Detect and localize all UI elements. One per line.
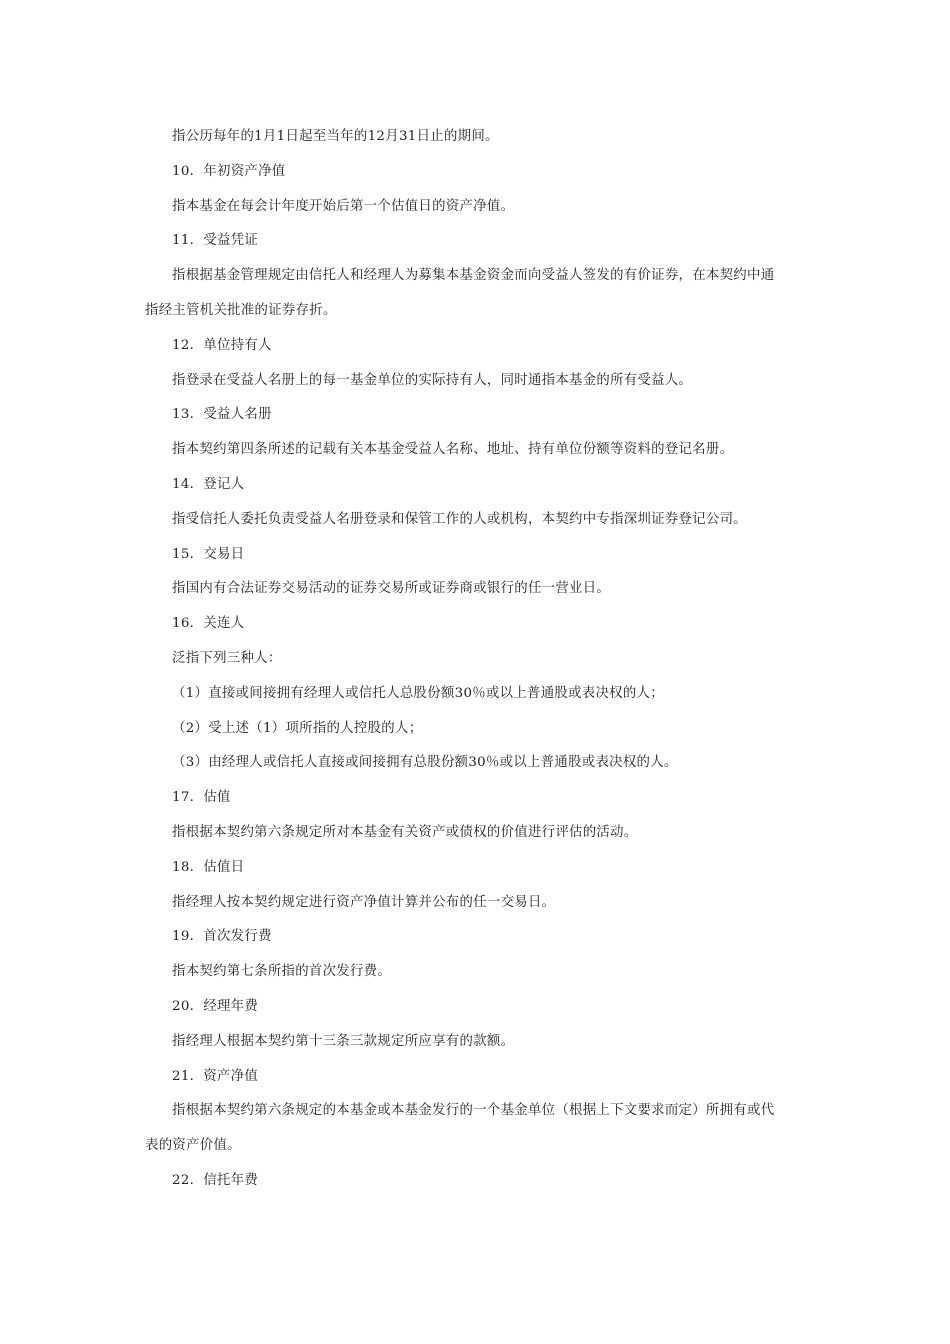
paragraph-line: 指根据本契约第六条规定的本基金或本基金发行的一个基金单位（根据上下文要求而定）所拥有或代: [172, 1103, 775, 1119]
section-heading: 21．资产净值: [172, 1068, 259, 1084]
section-heading: 10．年初资产净值: [172, 163, 286, 179]
section-heading: 13．受益人名册: [172, 407, 272, 423]
paragraph-line: 指本契约第四条所述的记载有关本基金受益人名称、地址、持有单位份额等资料的登记名册。: [172, 442, 734, 458]
section-heading: 14．登记人: [172, 476, 245, 492]
paragraph-line: 泛指下列三种人：: [172, 650, 282, 666]
paragraph-line: 指受信托人委托负责受益人名册登录和保管工作的人或机构，本契约中专指深圳证券登记公司。: [172, 511, 748, 527]
paragraph-continuation: 表的资产价值。: [145, 1138, 241, 1154]
paragraph-line: 指根据基金管理规定由信托人和经理人为募集本基金资金而向受益人签发的有价证券，在本契约中通: [172, 268, 775, 284]
paragraph-continuation: 指经主管机关批准的证券存折。: [145, 302, 337, 318]
paragraph-line: 指公历每年的1月1日起至当年的12月31日止的期间。: [172, 129, 499, 144]
section-heading: 11．受益凭证: [172, 233, 259, 249]
list-item: （3）由经理人或信托人直接或间接拥有总股份额30％或以上普通股或表决权的人。: [172, 755, 678, 771]
paragraph-line: 指国内有合法证券交易活动的证券交易所或证券商或银行的任一营业日。: [172, 581, 611, 597]
paragraph-line: 指经理人根据本契约第十三条三款规定所应享有的款额。: [172, 1033, 515, 1049]
paragraph-line: 指本契约第七条所指的首次发行费。: [172, 964, 392, 980]
section-heading: 20．经理年费: [172, 998, 259, 1014]
list-item: （2）受上述（1）项所指的人控股的人；: [172, 720, 423, 736]
section-heading: 22．信托年费: [172, 1172, 259, 1188]
paragraph-line: 指经理人按本契约规定进行资产净值计算并公布的任一交易日。: [172, 894, 556, 910]
section-heading: 16．关连人: [172, 616, 245, 632]
section-heading: 17．估值: [172, 790, 231, 806]
paragraph-line: 指根据本契约第六条规定所对本基金有关资产或债权的价值进行评估的活动。: [172, 824, 638, 840]
section-heading: 18．估值日: [172, 859, 245, 875]
paragraph-line: 指本基金在每会计年度开始后第一个估值日的资产净值。: [172, 198, 515, 214]
section-heading: 12．单位持有人: [172, 337, 272, 353]
section-heading: 15．交易日: [172, 546, 245, 562]
section-heading: 19．首次发行费: [172, 929, 272, 945]
paragraph-line: 指登录在受益人名册上的每一基金单位的实际持有人，同时通指本基金的所有受益人。: [172, 372, 693, 388]
list-item: （1）直接或间接拥有经理人或信托人总股份额30％或以上普通股或表决权的人；: [172, 685, 664, 701]
